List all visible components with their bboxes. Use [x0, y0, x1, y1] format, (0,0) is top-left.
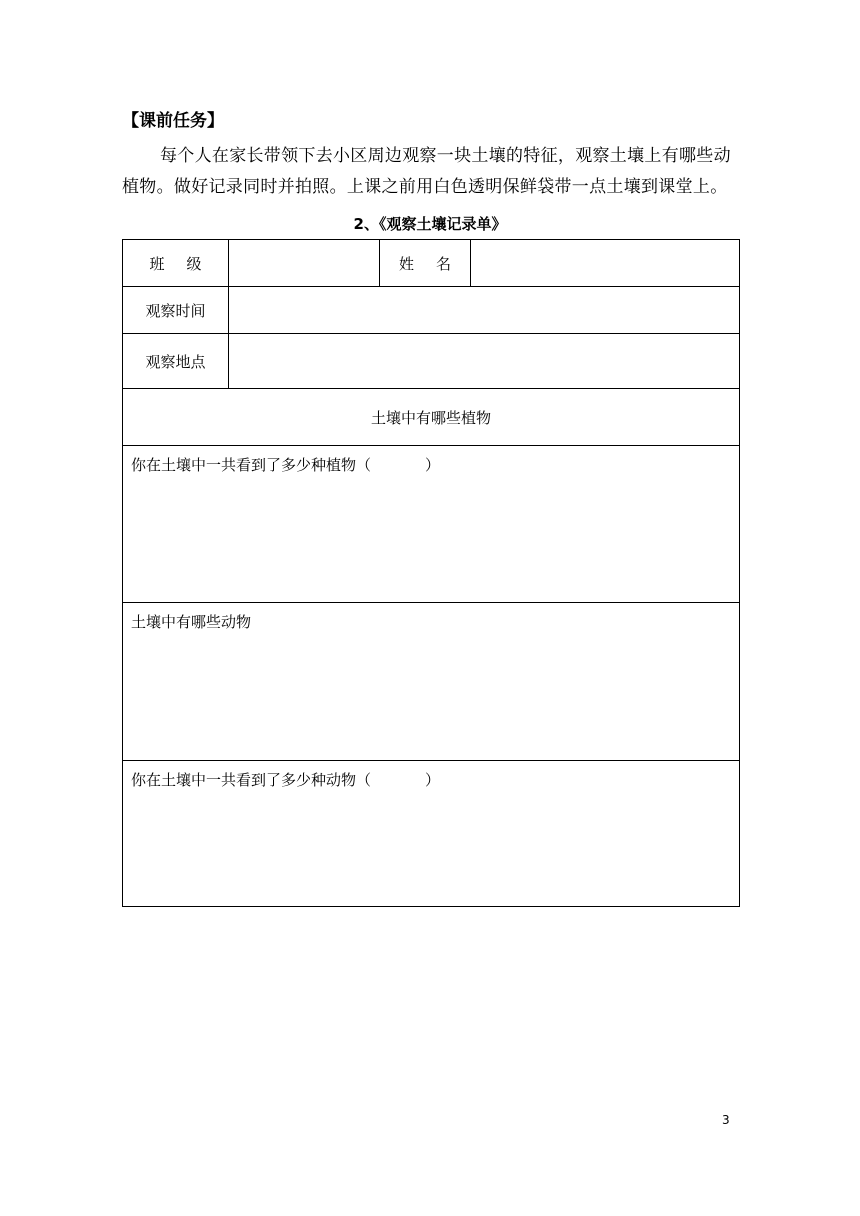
- task-heading: 【课前任务】: [122, 111, 224, 131]
- table-row: [123, 240, 740, 287]
- class-label-a: 班: [149, 254, 165, 273]
- animals-count-prompt: 你在土壤中一共看到了多少种动物（: [131, 771, 372, 789]
- name-label-cell: [380, 240, 471, 287]
- time-label: 观察时间: [123, 287, 229, 334]
- table-row: [123, 287, 740, 334]
- table-row: [123, 334, 740, 389]
- animals-list-cell[interactable]: [123, 603, 740, 761]
- name-input-cell[interactable]: [471, 240, 740, 287]
- table-row: [123, 389, 740, 446]
- soil-observation-table: [122, 239, 740, 907]
- animals-count-close: ）: [425, 771, 441, 789]
- class-label-b: 级: [186, 254, 202, 273]
- place-label: 观察地点: [123, 334, 229, 389]
- plants-count-prompt: 你在土壤中一共看到了多少种植物（: [131, 456, 372, 474]
- class-label-cell: [123, 240, 229, 287]
- plants-heading: 土壤中有哪些植物: [123, 389, 740, 446]
- page-number: 3: [722, 1113, 730, 1127]
- plants-count-close: ）: [425, 456, 441, 474]
- name-label-b: 名: [436, 254, 452, 273]
- place-input-cell[interactable]: [229, 334, 740, 389]
- task-description: 每个人在家长带领下去小区周边观察一块土壤的特征，观察土壤上有哪些动植物。做好记录同时并拍照。上课之前用白色透明保鲜袋带一点土壤到课堂上。: [122, 146, 731, 197]
- name-label-a: 姓: [398, 254, 414, 273]
- animals-heading: 土壤中有哪些动物: [131, 613, 252, 631]
- table-row: [123, 603, 740, 761]
- form-title: 2、《观察土壤记录单》: [353, 215, 507, 233]
- plants-count-cell[interactable]: [123, 446, 740, 603]
- time-input-cell[interactable]: [229, 287, 740, 334]
- class-input-cell[interactable]: [229, 240, 380, 287]
- table-row: [123, 446, 740, 603]
- animals-count-cell[interactable]: [123, 761, 740, 907]
- table-row: [123, 761, 740, 907]
